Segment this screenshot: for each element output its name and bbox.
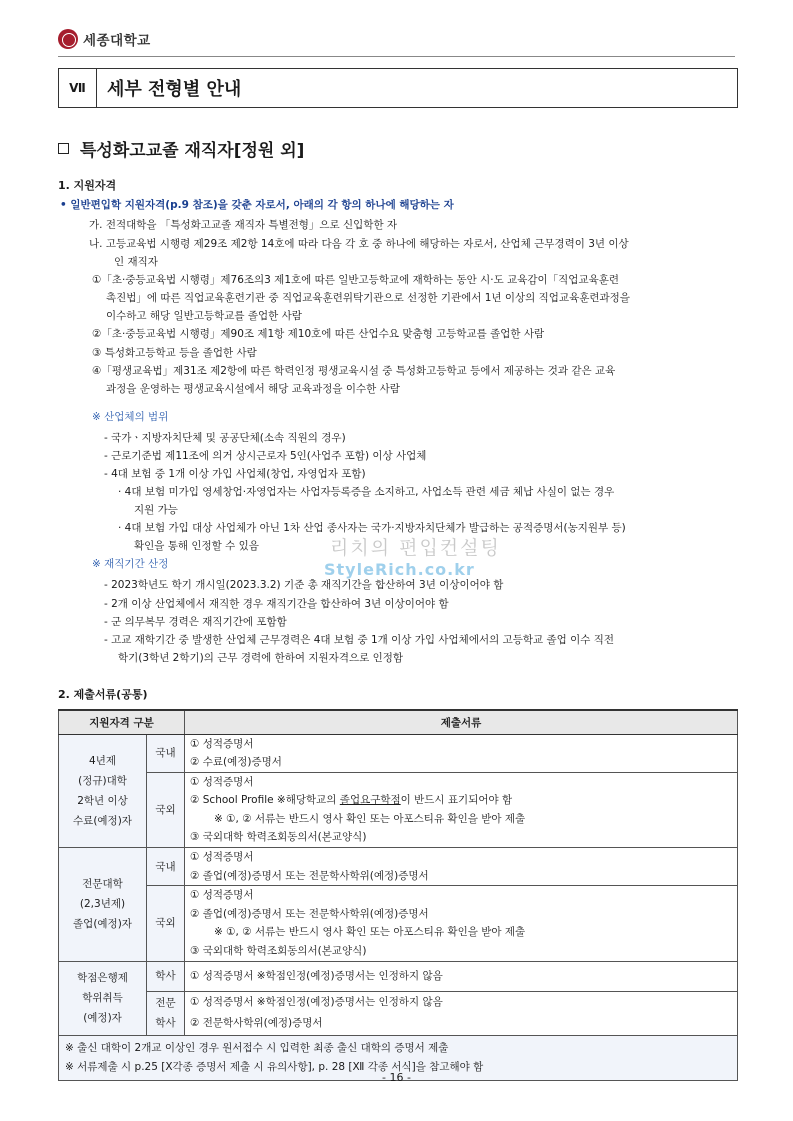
- document-item: ② 졸업(예정)증명서 또는 전문학사학위(예정)증명서: [190, 869, 429, 882]
- chapter-title: 세부 전형별 안내: [107, 79, 242, 100]
- documents-cell: [185, 772, 738, 847]
- university-seal-icon: [58, 29, 78, 49]
- clause-3: ③ 특성화고등학교 등을 졸업한 사람: [92, 347, 257, 359]
- item-na-line1: 나. 고등교육법 시행령 제29조 제2항 14호에 따라 다음 각 호 중 하나에 해당하는 자로서, 산업체 근무경력이 3년 이상: [89, 238, 629, 250]
- industry-scope-item-1: - 국가ㆍ지방자치단체 및 공공단체(소속 직원의 경우): [104, 432, 346, 444]
- table-row: [59, 734, 738, 772]
- item-ga: 가. 전적대학을 「특성화고교졸 재직자 특별전형」으로 신입학한 자: [89, 219, 398, 231]
- documents-cell: [185, 848, 738, 886]
- chapter-number: Ⅶ: [59, 69, 97, 107]
- clause-4-line2: 과정을 운영하는 평생교육시설에서 해당 교육과정을 이수한 사람: [106, 383, 400, 395]
- industry-scope-item-3: - 4대 보험 중 1개 이상 가입 사업체(창업, 자영업자 포함): [104, 468, 366, 480]
- documents-table: [58, 709, 738, 1081]
- page-number: - 16 -: [382, 1071, 411, 1084]
- clause-1-line3: 이수하고 해당 일반고등학교를 졸업한 사람: [106, 310, 302, 322]
- qualification-heading: 1. 지원자격: [58, 179, 117, 192]
- column-header-qualification: 지원자격 구분: [59, 710, 185, 734]
- qualification-label: 수료(예정)자: [73, 814, 132, 827]
- document-note: ※ ①, ② 서류는 반드시 영사 확인 또는 아포스티유 확인을 받아 제출: [214, 812, 526, 825]
- industry-scope-sub-a-line1: · 4대 보험 미가입 영세창업·자영업자는 사업자등록증을 소지하고, 사업소득 관련 세금 체납 사실이 없는 경우: [118, 486, 615, 498]
- document-item: ② 졸업(예정)증명서 또는 전문학사학위(예정)증명서: [190, 907, 429, 920]
- documents-heading: 2. 제출서류(공통): [58, 688, 148, 701]
- documents-cell: [185, 886, 738, 961]
- footnote: ※ 출신 대학이 2개교 이상인 경우 원서접수 시 입력한 최종 출신 대학의 증명서 제출: [65, 1041, 449, 1054]
- documents-cell: [185, 991, 738, 1035]
- documents-cell: [185, 961, 738, 991]
- associate-label-line: 전문: [155, 997, 176, 1010]
- document-item: ② 수료(예정)증명서: [190, 756, 282, 769]
- document-item: ① 성적증명서: [190, 737, 254, 750]
- university-logo-text: 세종대학교: [83, 33, 151, 49]
- document-text: ② School Profile ※해당학교의: [190, 794, 340, 807]
- employment-period-item-4-line1: - 고교 재학기간 중 발생한 산업체 근무경력은 4대 보험 중 1개 이상 가입 사업체에서의 고등학교 졸업 이수 직전: [104, 634, 615, 646]
- industry-scope-sub-b-line1: · 4대 보험 가입 대상 사업체가 아닌 1차 산업 종사자는 국가·지방자치단체가 발급하는 공적증명서(농지원부 등): [118, 522, 626, 534]
- section-title: 특성화고교졸 재직자[정원 외]: [80, 141, 305, 161]
- associate-label-line: 학사: [155, 1017, 176, 1030]
- qualification-label: 졸업(예정)자: [73, 918, 132, 931]
- qualification-4year-cell: [59, 734, 147, 848]
- qualification-credit-bank-cell: [59, 961, 147, 1035]
- table-row: [59, 772, 738, 847]
- chapter-banner: [58, 68, 738, 108]
- industry-scope-sub-a-line2: 지원 가능: [134, 504, 178, 516]
- header-divider: [58, 56, 735, 57]
- employment-period-item-2: - 2개 이상 산업체에서 재직한 경우 재직기간을 합산하여 3년 이상이어야 함: [104, 598, 449, 610]
- clause-1-line2: 촉진법」에 따른 직업교육훈련기관 중 직업교육훈련위탁기관으로 선정한 기관에서 1년 이상의 직업교육훈련과정을: [106, 292, 630, 304]
- footnote: ※ 서류제출 시 p.25 [Ⅹ각종 증명서 제출 시 유의사항], p. 28 [Ⅻ 각종 서식]을 참고해야 함: [65, 1060, 484, 1073]
- document-item: ① 성적증명서 ※학점인정(예정)증명서는 인정하지 않음: [190, 996, 443, 1009]
- document-item: ① 성적증명서: [190, 851, 254, 864]
- section-heading: [58, 136, 304, 161]
- associate-label: [147, 991, 185, 1035]
- bachelor-label: 학사: [147, 961, 185, 991]
- header: [58, 26, 151, 52]
- employment-period-item-4-line2: 학기(3학년 2학기)의 근무 경력에 한하여 지원자격으로 인정함: [118, 652, 404, 664]
- overseas-label: 국외: [147, 772, 185, 847]
- column-header-documents: 제출서류: [185, 710, 738, 734]
- clause-2: ②「초·중등교육법 시행령」제90조 제1항 제10호에 따른 산업수요 맞춤형 고등학교를 졸업한 사람: [92, 328, 545, 340]
- table-row: [59, 848, 738, 886]
- industry-scope-item-2: - 근로기준법 제11조에 의거 상시근로자 5인(사업주 포함) 이상 사업체: [104, 450, 427, 462]
- watermark-url: StyleRich.co.kr: [324, 560, 475, 579]
- table-row: [59, 991, 738, 1035]
- clause-4-line1: ④「평생교육법」제31조 제2항에 따른 학력인정 평생교육시설 중 특성화고등학교 등에서 제공하는 것과 같은 교육: [92, 365, 616, 377]
- document-item: ② 전문학사학위(예정)증명서: [190, 1017, 323, 1030]
- employment-period-note-title: ※ 재직기간 산정: [92, 558, 169, 570]
- document-item: ③ 국외대학 학력조회동의서(본교양식): [190, 945, 367, 958]
- qualification-label: 학위취득: [82, 992, 123, 1005]
- qualification-label: 전문대학: [82, 878, 123, 891]
- domestic-label: 국내: [147, 734, 185, 772]
- watermark-consulting: 리치의 편입컨설팅: [330, 537, 501, 559]
- document-text: 이 반드시 표기되어야 함: [400, 794, 513, 807]
- employment-period-item-3: - 군 의무복무 경력은 재직기간에 포함함: [104, 616, 287, 628]
- qualification-label: (예정)자: [83, 1012, 122, 1025]
- industry-scope-note-title: ※ 산업체의 범위: [92, 411, 169, 423]
- document-underlined-text: 졸업요구학점: [339, 794, 401, 807]
- document-item: [190, 791, 737, 810]
- qualification-label: 2학년 이상: [77, 794, 128, 807]
- industry-scope-sub-b-line2: 확인을 통해 인정할 수 있음: [134, 540, 259, 552]
- table-row: [59, 886, 738, 961]
- documents-cell: [185, 734, 738, 772]
- clause-1-line1: ①「초·중등교육법 시행령」제76조의3 제1호에 따른 일반고등학교에 재학하는 동안 시·도 교육감이「직업교육훈련: [92, 274, 620, 286]
- document-item: ① 성적증명서: [190, 889, 254, 902]
- table-header-row: [59, 710, 738, 734]
- qualification-label: (정규)대학: [78, 774, 127, 787]
- checkbox-square-icon: [58, 143, 69, 154]
- document-note: ※ ①, ② 서류는 반드시 영사 확인 또는 아포스티유 확인을 받아 제출: [214, 926, 526, 939]
- qualification-bullet: • 일반편입학 지원자격(p.9 참조)을 갖춘 자로서, 아래의 각 항의 하나에 해당하는 자: [60, 199, 454, 211]
- document-item: ① 성적증명서: [190, 775, 254, 788]
- employment-period-item-1: - 2023학년도 학기 개시일(2023.3.2) 기준 총 재직기간을 합산하여 3년 이상이어야 함: [104, 579, 504, 591]
- domestic-label: 국내: [147, 848, 185, 886]
- qualification-college-cell: [59, 848, 147, 962]
- qualification-label: 4년제: [89, 754, 116, 767]
- item-na-line2: 인 재직자: [114, 256, 158, 268]
- table-row: [59, 961, 738, 991]
- overseas-label: 국외: [147, 886, 185, 961]
- qualification-label: (2,3년제): [79, 898, 126, 911]
- document-item: ① 성적증명서 ※학점인정(예정)증명서는 인정하지 않음: [190, 969, 443, 982]
- qualification-label: 학점은행제: [77, 972, 128, 985]
- document-item: ③ 국외대학 학력조회동의서(본교양식): [190, 831, 367, 844]
